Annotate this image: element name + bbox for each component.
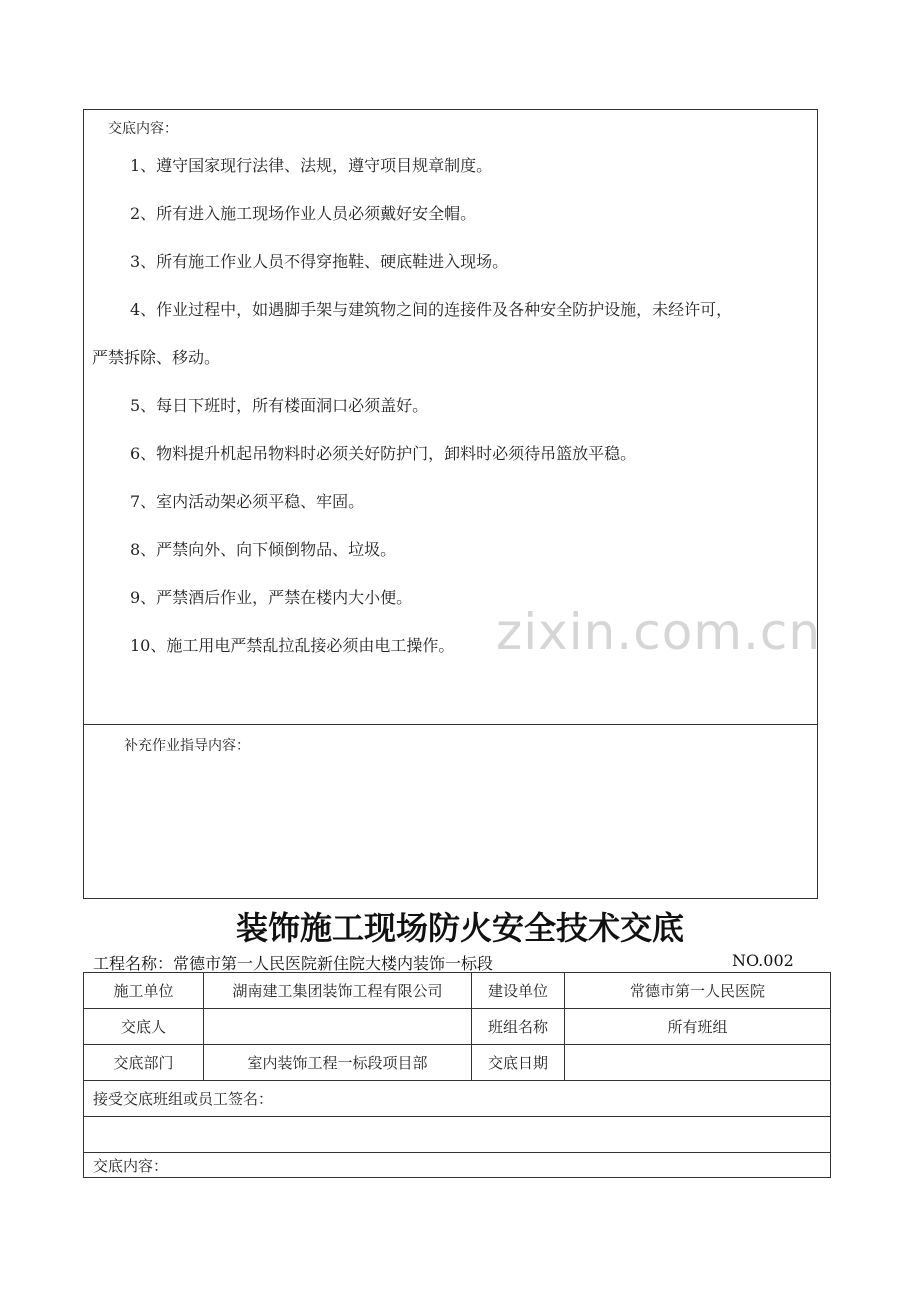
watermark: zixin.com.cn (496, 603, 822, 661)
table-row (84, 1117, 831, 1153)
department-value: 室内装饰工程一标段项目部 (204, 1045, 472, 1081)
rule-item: 10、施工用电严禁乱拉乱接必须由电工操作。 (130, 636, 455, 655)
signature-label: 接受交底班组或员工签名： (84, 1081, 831, 1117)
table-row (84, 1081, 831, 1117)
table-row (84, 1045, 831, 1081)
construction-unit-label: 施工单位 (84, 973, 204, 1009)
rule-item: 5、每日下班时，所有楼面洞口必须盖好。 (130, 396, 429, 415)
owner-value: 常德市第一人民医院 (565, 973, 831, 1009)
owner-label: 建设单位 (472, 973, 565, 1009)
department-label: 交底部门 (84, 1045, 204, 1081)
supplementary-label: 补充作业指导内容： (124, 738, 250, 754)
table-row (84, 1009, 831, 1045)
rule-item: 9、严禁酒后作业，严禁在楼内大小便。 (130, 588, 413, 607)
presenter-value (204, 1009, 472, 1045)
rule-item: 8、严禁向外、向下倾倒物品、垃圾。 (130, 540, 397, 559)
content-label: 交底内容： (108, 121, 178, 137)
document-number: NO.002 (732, 951, 794, 970)
rule-item: 3、所有施工作业人员不得穿拖鞋、硬底鞋进入现场。 (130, 252, 509, 271)
date-value (565, 1045, 831, 1081)
project-name: 工程名称：常德市第一人民医院新住院大楼内装饰一标段 (93, 954, 494, 973)
rule-item: 6、物料提升机起吊物料时必须关好防护门，卸料时必须待吊篮放平稳。 (130, 444, 637, 463)
team-label: 班组名称 (472, 1009, 565, 1045)
rule-item: 2、所有进入施工现场作业人员必须戴好安全帽。 (130, 204, 477, 223)
rule-item: 1、遵守国家现行法律、法规，遵守项目规章制度。 (130, 156, 493, 175)
info-table (83, 972, 831, 1178)
rule-item-continuation: 严禁拆除、移动。 (92, 348, 221, 367)
signature-value (84, 1117, 831, 1153)
table-row (84, 973, 831, 1009)
date-label: 交底日期 (472, 1045, 565, 1081)
rule-item: 4、作业过程中，如遇脚手架与建筑物之间的连接件及各种安全防护设施，未经许可， (130, 300, 733, 319)
team-value: 所有班组 (565, 1009, 831, 1045)
table-row (84, 1153, 831, 1178)
construction-unit-value: 湖南建工集团装饰工程有限公司 (204, 973, 472, 1009)
supplementary-box (83, 724, 818, 899)
rule-item: 7、室内活动架必须平稳、牢固。 (130, 492, 365, 511)
content-label-2: 交底内容： (84, 1153, 831, 1178)
presenter-label: 交底人 (84, 1009, 204, 1045)
page-title: 装饰施工现场防火安全技术交底 (235, 909, 684, 947)
